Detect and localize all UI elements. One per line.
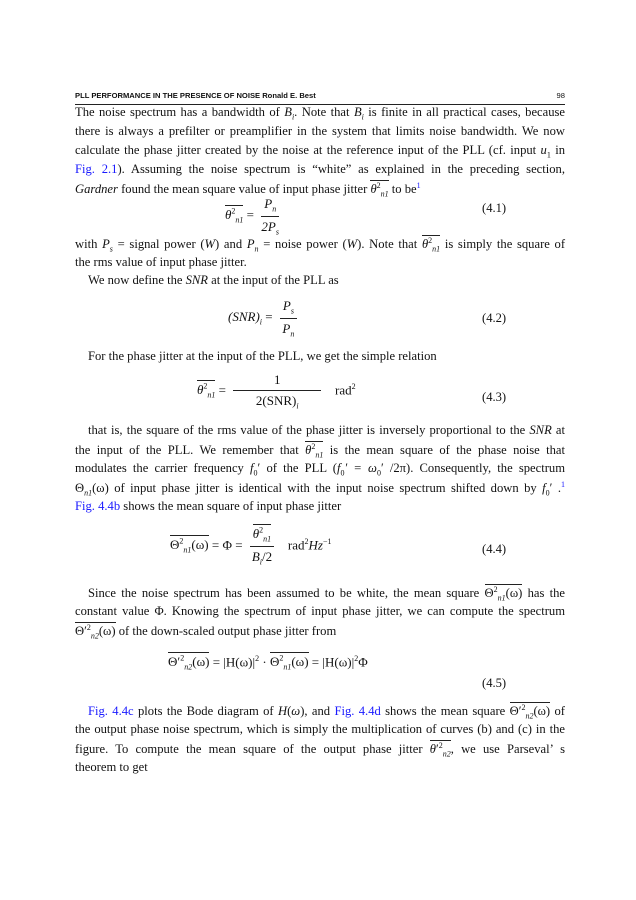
text-fragment: f — [542, 481, 546, 496]
text-fragment: n1 — [283, 662, 292, 672]
text-line: theorem to get — [75, 760, 148, 774]
equation-4-3: $\theta^2_{n1}$ = $\frac{1}{2(SNR)_i}$ rad$^2$ — [197, 372, 356, 411]
text-fragment: 2 — [259, 526, 264, 535]
text-line — [75, 623, 565, 641]
text-fragment: n1 — [84, 488, 93, 498]
footnote-ref[interactable]: 1 — [416, 181, 421, 190]
footnote-ref[interactable]: 1 — [560, 480, 565, 489]
text-fragment: We now define the — [88, 273, 183, 287]
text-fragment: Gardner — [75, 182, 118, 197]
text-fragment: ′ of the PLL ( — [257, 461, 337, 475]
text-fragment: n — [290, 329, 295, 339]
text-fragment: (ω) — [505, 586, 523, 601]
text-fragment: · — [262, 654, 267, 670]
text-fragment: (ω) of input phase jitter is identical with the input noise spectrum shifted down by — [92, 481, 537, 496]
text-fragment: is finite in all practical cases, because — [368, 105, 566, 119]
text-fragment: , we use Parseval’ s — [450, 742, 565, 757]
equation-number: (4.5) — [482, 676, 507, 690]
text-fragment: n2 — [525, 711, 534, 721]
text-fragment: θ — [305, 443, 312, 458]
text-fragment: ), and — [300, 704, 331, 719]
text-fragment: −1 — [322, 536, 332, 546]
text-fragment: (ω) — [191, 537, 209, 553]
text-line — [75, 143, 565, 161]
text-fragment: n1 — [315, 450, 324, 460]
text-fragment: W — [346, 237, 358, 252]
text-fragment: n1 — [235, 215, 244, 225]
text-fragment: 1 — [546, 150, 551, 160]
text-fragment: (ω) — [533, 704, 551, 719]
text-fragment: i — [291, 112, 295, 122]
equation-number: (4.2) — [482, 311, 507, 325]
text-fragment: found the mean square value of input phase jitter — [121, 182, 368, 197]
text-fragment: ′ /2π). Consequently, the spectrum — [380, 461, 565, 475]
text-fragment: 2 — [231, 206, 236, 216]
text-fragment: θ — [429, 742, 436, 757]
text-line — [75, 423, 565, 441]
equation-4-4 — [170, 526, 332, 567]
text-fragment: P — [282, 320, 291, 336]
text-fragment: Θ′ — [509, 704, 522, 719]
text-line — [75, 442, 565, 460]
text-fragment: ′ = ω — [344, 461, 377, 475]
text-line — [75, 236, 565, 254]
equation-4-2: $(SNR)_i$ = $\frac{P_s}{P_n}$ — [228, 298, 301, 338]
text-fragment: ). Assuming the noise spectrum is “white” as explained in the preceding section, — [117, 162, 565, 176]
text-fragment: i — [296, 401, 299, 411]
equation-4-5 — [168, 654, 368, 672]
text-fragment: 2(SNR) — [255, 393, 297, 408]
text-fragment: = noise power ( — [263, 237, 347, 252]
text-fragment: the input of the PLL. We remember that — [75, 443, 299, 458]
text-fragment: Θ — [484, 586, 494, 601]
text-fragment: of the down-scaled output phase jitter from — [118, 624, 337, 639]
text-fragment: rad — [334, 382, 352, 398]
text-fragment: Hz — [308, 537, 323, 553]
text-fragment: u — [540, 143, 547, 157]
text-fragment: f — [336, 461, 341, 475]
text-fragment: B — [284, 105, 292, 119]
text-fragment: 2 — [203, 381, 208, 391]
text-fragment: Θ — [269, 654, 280, 670]
text-fragment: 2 — [376, 181, 381, 190]
text-fragment: n1 — [432, 244, 441, 254]
text-fragment: 2 — [180, 654, 185, 663]
text-fragment: (ω) — [291, 654, 309, 670]
text-fragment: at the input of the PLL as — [211, 273, 339, 287]
text-line — [75, 181, 565, 199]
text-fragment: 0 — [545, 488, 550, 498]
text-fragment: 2 — [279, 654, 284, 663]
text-line — [75, 585, 565, 603]
text-fragment: The noise spectrum has a bandwidth of — [75, 105, 280, 119]
text-fragment: B — [353, 105, 362, 119]
text-fragment: . Note that — [294, 105, 350, 119]
text-line: the rms value of input phase jitter. — [75, 255, 247, 269]
text-line — [75, 461, 565, 479]
text-fragment: SNR — [185, 273, 208, 287]
text-fragment: 2 — [428, 236, 433, 245]
text-fragment: 0 — [253, 468, 258, 478]
text-fragment: 2 — [354, 654, 359, 663]
text-line — [75, 703, 565, 721]
text-line — [75, 162, 565, 180]
text-fragment: ) and — [215, 237, 243, 252]
equation-4-1: $\theta^2_{n1}$ = $\frac{P_n}{2P_s}$ — [225, 196, 279, 237]
text-fragment: 2 — [351, 381, 356, 391]
text-fragment: Θ — [170, 537, 180, 553]
text-line: there is always a prefilter or preamplifier in the system that limits noise bandwidth. We now — [75, 124, 565, 138]
text-fragment: n1 — [183, 545, 192, 555]
text-fragment: with — [75, 237, 98, 252]
text-line — [75, 105, 565, 123]
text-fragment: P — [282, 298, 291, 313]
equation-number: (4.4) — [482, 542, 507, 556]
text-fragment: ω — [291, 704, 301, 719]
text-fragment: shows the mean square — [385, 704, 506, 719]
text-fragment: 2 — [86, 623, 91, 632]
link-fig-4-4b[interactable]: Fig. 4.4b — [75, 499, 121, 513]
text-fragment: s — [109, 244, 113, 254]
text-fragment: 0 — [340, 468, 345, 478]
equation-number: (4.1) — [482, 201, 507, 215]
link-fig-4-4d[interactable]: Fig. 4.4d — [334, 704, 381, 719]
text-fragment: SNR — [529, 423, 552, 437]
text-fragment: H — [277, 704, 288, 719]
text-fragment: 2 — [311, 442, 316, 451]
text-fragment: that is, the square of the rms value of the phase jitter is inversely proportional to the — [88, 423, 526, 437]
text-fragment: 2 — [521, 703, 526, 712]
text-fragment: B — [251, 548, 260, 564]
text-fragment: is the mean square of the phase noise that — [329, 443, 565, 458]
text-line — [75, 273, 565, 291]
text-fragment: n1 — [380, 189, 389, 199]
text-fragment: (ω) — [192, 654, 210, 670]
text-fragment: rad — [287, 537, 305, 553]
text-fragment: n1 — [497, 593, 506, 603]
text-line: constant value Φ. Knowing the spectrum of input phase jitter, we can compute the spectrum — [75, 604, 565, 618]
text-fragment: ′ . — [549, 481, 561, 496]
text-fragment: n2 — [90, 631, 99, 641]
text-fragment: Θ′ — [75, 624, 87, 639]
text-fragment: /2 — [262, 548, 273, 564]
text-fragment: is simply the square of — [444, 237, 566, 252]
text-fragment: n1 — [263, 534, 272, 544]
text-fragment: 2 — [255, 654, 260, 663]
text-fragment: 0 — [376, 468, 381, 478]
text-fragment: shows the mean square of input phase jitter — [123, 499, 342, 513]
text-fragment: to be — [391, 182, 417, 197]
running-header — [75, 91, 565, 100]
text-fragment: plots the Bode diagram of — [138, 704, 274, 719]
equation-number: (4.3) — [482, 390, 507, 404]
text-line: the output phase noise spectrum, which is simply the multiplication of curves (b) and (c) in the — [75, 722, 565, 736]
text-fragment: 2P — [261, 218, 276, 234]
text-line: For the phase jitter at the input of the PLL, we get the simple relation — [88, 349, 437, 363]
text-fragment: s — [275, 227, 279, 237]
text-fragment: = signal power ( — [117, 237, 205, 252]
text-fragment: θ — [370, 182, 377, 197]
text-fragment: (ω) — [98, 624, 116, 639]
text-fragment: = Φ = — [211, 537, 243, 553]
text-line: figure. To compute the mean square of the output phase jitter $\theta'^2_{n2}$, we use Parseval’ s — [75, 741, 565, 759]
text-fragment: Φ — [358, 654, 368, 670]
text-fragment: n2 — [184, 662, 193, 672]
text-fragment: f — [250, 461, 254, 475]
text-fragment: n2 — [442, 749, 451, 759]
text-fragment: θ — [252, 526, 260, 542]
text-fragment: ( — [287, 704, 292, 719]
text-fragment: 2 — [304, 536, 309, 546]
text-fragment: n — [254, 244, 259, 254]
header-title: PLL PERFORMANCE IN THE PRESENCE OF NOISE Ronald E. Best — [75, 91, 316, 100]
text-fragment: 2 — [493, 585, 498, 594]
text-fragment: n — [272, 204, 277, 214]
text-fragment: Θ′ — [168, 654, 181, 670]
text-fragment: 1 — [233, 372, 321, 391]
text-fragment: in — [555, 143, 565, 157]
text-fragment: has the — [527, 586, 565, 601]
page-number: 98 — [556, 91, 565, 100]
link-fig-2-1[interactable]: Fig. 2.1 — [75, 162, 118, 176]
text-fragment: Since the noise spectrum has been assumed to be white, the mean square — [88, 586, 480, 601]
text-fragment: θ — [197, 382, 204, 398]
text-fragment: θ — [421, 237, 429, 252]
text-fragment: W — [204, 237, 216, 252]
text-fragment: i — [259, 557, 262, 567]
text-fragment: n1 — [207, 390, 216, 400]
text-fragment: of — [554, 704, 565, 719]
text-fragment: 2 — [179, 536, 184, 546]
text-fragment: = |H(ω)| — [311, 654, 355, 670]
text-fragment: i — [259, 317, 263, 327]
text-fragment: P — [246, 237, 255, 252]
text-fragment: s — [290, 306, 294, 316]
text-fragment: Θ — [75, 481, 85, 496]
text-fragment: 2 — [438, 741, 443, 750]
text-fragment: (SNR) — [228, 309, 260, 325]
text-fragment: figure. To compute the mean square of the output phase jitter — [75, 742, 423, 757]
text-fragment: θ — [225, 207, 232, 223]
text-fragment: ). Note that — [357, 237, 418, 252]
text-line — [75, 499, 565, 517]
text-fragment: P — [264, 196, 273, 211]
text-fragment: = |H(ω)| — [212, 654, 256, 670]
text-fragment: P — [102, 237, 110, 252]
text-fragment: at — [555, 423, 565, 437]
link-fig-4-4c[interactable]: Fig. 4.4c — [88, 704, 134, 719]
text-fragment: modulates the carrier frequency — [75, 461, 244, 475]
text-fragment: calculate the phase jitter created by the noise at the reference input of the PLL (cf. input — [75, 143, 537, 157]
text-fragment: i — [361, 112, 364, 122]
text-line — [75, 480, 565, 498]
